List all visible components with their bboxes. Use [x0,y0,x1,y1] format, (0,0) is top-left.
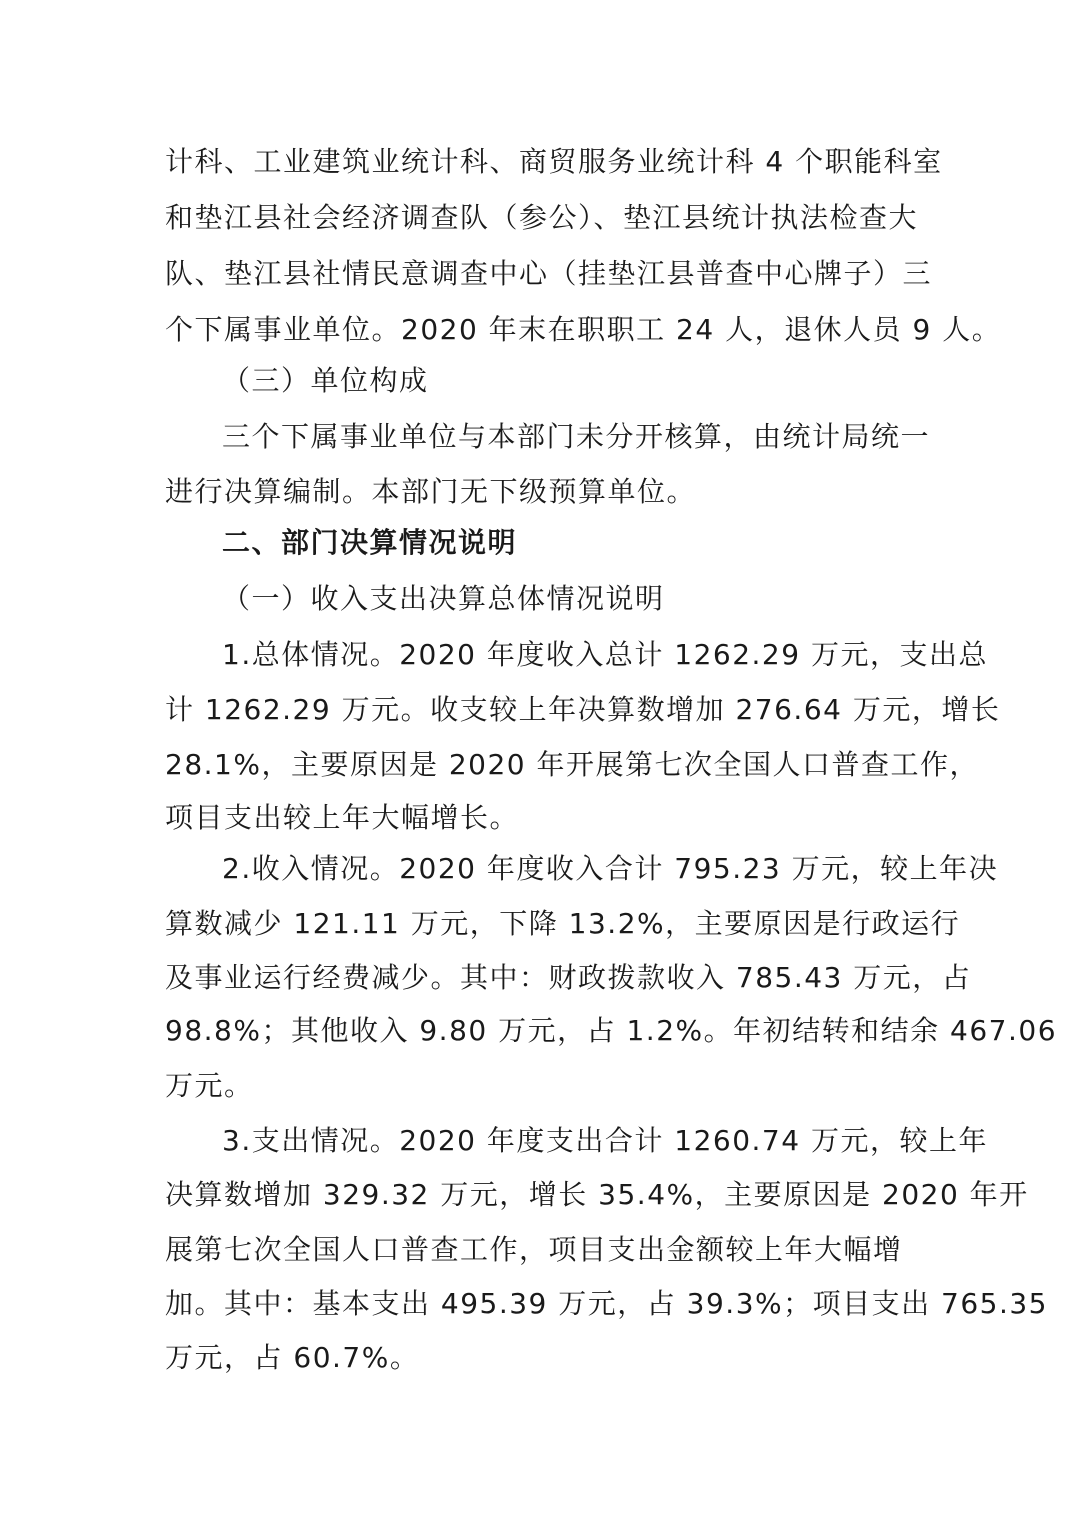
paragraph-line: 决算数增加 329.32 万元，增长 35.4%，主要原因是 2020 年开 [165,1178,1029,1211]
paragraph-line: 算数减少 121.11 万元，下降 13.2%，主要原因是行政运行 [165,907,961,940]
paragraph-line: 98.8%；其他收入 9.80 万元，占 1.2%。年初结转和结余 467.06 [165,1014,1058,1047]
section-heading: （一）收入支出决算总体情况说明 [222,582,665,615]
paragraph-line: 3.支出情况。2020 年度支出合计 1260.74 万元，较上年 [222,1124,988,1157]
paragraph-line: 及事业运行经费减少。其中：财政拨款收入 785.43 万元，占 [165,961,972,994]
chapter-heading: 二、部门决算情况说明 [222,526,518,559]
paragraph-line: 和垫江县社会经济调查队（参公）、垫江县统计执法检查大 [165,201,919,234]
paragraph-line: 加。其中：基本支出 495.39 万元，占 39.3%；项目支出 765.35 [165,1287,1048,1320]
paragraph-line: 进行决算编制。本部门无下级预算单位。 [165,475,697,508]
paragraph-line: 2.收入情况。2020 年度收入合计 795.23 万元，较上年决 [222,852,999,885]
section-heading: （三）单位构成 [222,364,429,397]
paragraph-line: 28.1%，主要原因是 2020 年开展第七次全国人口普查工作， [165,748,980,781]
paragraph-line: 个下属事业单位。2020 年末在职职工 24 人，退休人员 9 人。 [165,313,1002,346]
paragraph-line: 计 1262.29 万元。收支较上年决算数增加 276.64 万元，增长 [165,693,1001,726]
paragraph-line: 万元，占 60.7%。 [165,1341,420,1374]
paragraph-line: 万元。 [165,1069,254,1102]
paragraph-line: 项目支出较上年大幅增长。 [165,801,520,834]
paragraph-line: 1.总体情况。2020 年度收入总计 1262.29 万元，支出总 [222,638,988,671]
paragraph-line: 展第七次全国人口普查工作，项目支出金额较上年大幅增 [165,1233,903,1266]
paragraph-line: 三个下属事业单位与本部门未分开核算，由统计局统一 [222,420,931,453]
paragraph-line: 计科、工业建筑业统计科、商贸服务业统计科 4 个职能科室 [165,145,943,178]
paragraph-line: 队、垫江县社情民意调查中心（挂垫江县普查中心牌子）三 [165,257,933,290]
